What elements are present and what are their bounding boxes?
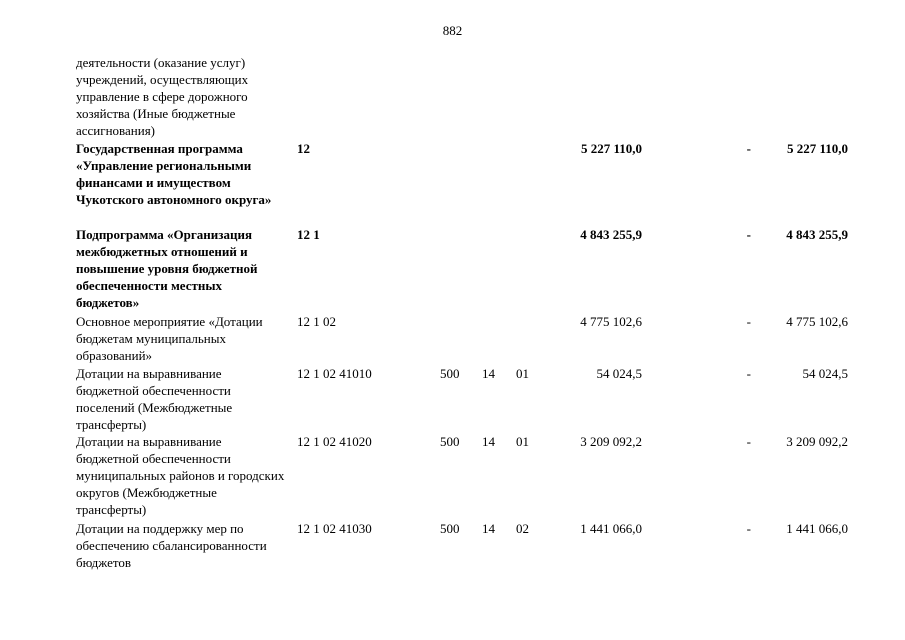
row-total: 4 843 255,9 [786, 227, 848, 242]
row-code: 12 [297, 141, 310, 156]
row-code: 12 1 02 41010 [297, 366, 372, 381]
row-code: 12 1 02 41020 [297, 434, 372, 449]
row-expense-type: 500 [440, 521, 460, 536]
row-name: Основное мероприятие «Дотации бюджетам муниципальных образований» [76, 314, 263, 363]
row-name: деятельности (оказание услуг) учреждений, осуществляющих управление в сфере дорожного хозяйства (Иные бюджетные ассигнования) [76, 55, 249, 138]
row-change: - [746, 141, 751, 156]
row-sum: 4 843 255,9 [580, 227, 642, 242]
row-name: Подпрограмма «Организация межбюджетных отношений и повышение уровня бюджетной обеспеченности местных бюджетов» [76, 227, 258, 310]
row-name: Государственная программа «Управление региональными финансами и имуществом Чукотского автономного округа» [76, 141, 272, 207]
row-change: - [746, 521, 751, 536]
row-total: 5 227 110,0 [786, 141, 848, 156]
row-sum: 1 441 066,0 [580, 521, 642, 536]
row-code: 12 1 02 [297, 314, 336, 329]
row-subsection: 01 [516, 434, 529, 449]
row-section: 14 [482, 434, 495, 449]
row-total: 1 441 066,0 [786, 521, 848, 536]
row-change: - [746, 366, 751, 381]
row-sum: 5 227 110,0 [580, 141, 642, 156]
row-change: - [746, 434, 751, 449]
row-total: 3 209 092,2 [786, 434, 848, 449]
row-sum: 4 775 102,6 [580, 314, 642, 329]
row-sum: 3 209 092,2 [580, 434, 642, 449]
row-name: Дотации на поддержку мер по обеспечению сбалансированности бюджетов [76, 521, 267, 570]
page-number: 882 [442, 23, 463, 38]
row-expense-type: 500 [440, 366, 460, 381]
row-total: 4 775 102,6 [786, 314, 848, 329]
row-expense-type: 500 [440, 434, 460, 449]
row-code: 12 1 02 41030 [297, 521, 372, 536]
row-subsection: 02 [516, 521, 529, 536]
row-change: - [746, 314, 751, 329]
row-sum: 54 024,5 [596, 366, 642, 381]
row-code: 12 1 [297, 227, 320, 242]
row-name: Дотации на выравнивание бюджетной обеспеченности муниципальных районов и городских округов (Межбюджетные трансферты) [76, 434, 285, 517]
row-change: - [746, 227, 751, 242]
row-name: Дотации на выравнивание бюджетной обеспеченности поселений (Межбюджетные трансферты) [76, 366, 233, 432]
row-section: 14 [482, 521, 495, 536]
row-total: 54 024,5 [802, 366, 848, 381]
row-subsection: 01 [516, 366, 529, 381]
row-section: 14 [482, 366, 495, 381]
